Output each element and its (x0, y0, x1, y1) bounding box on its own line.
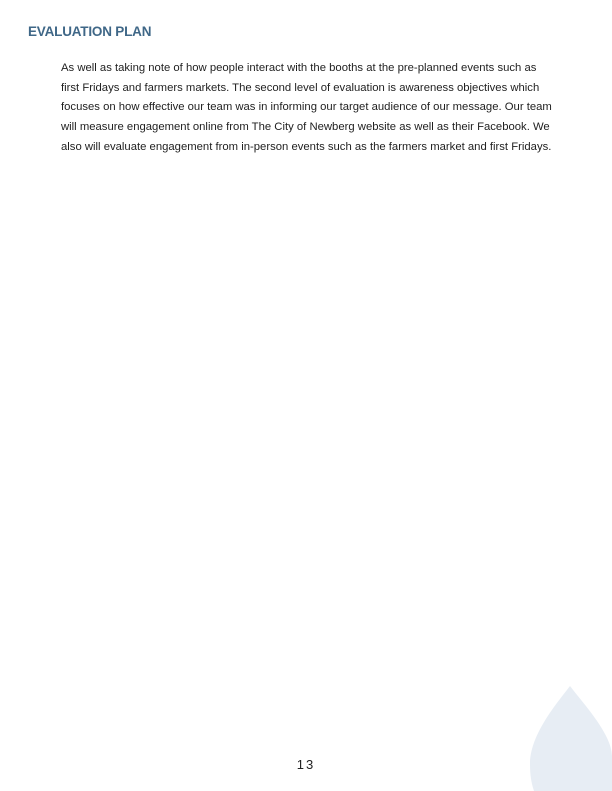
page-number: 13 (296, 757, 316, 772)
body-paragraph: As well as taking note of how people interact with the booths at the pre-planned events such as first Fridays and farmers markets. The second level of evaluation is awareness objectives which focuses on how effective our team was in informing our target audience of our message. Our team will measure engagement online from The City of Newberg website as well as their Facebook. We also will evaluate engagement from in-person events such as the farmers market and first Fridays. (61, 62, 552, 153)
water-droplet-icon (530, 684, 612, 791)
section-heading: EVALUATION PLAN (28, 24, 152, 39)
